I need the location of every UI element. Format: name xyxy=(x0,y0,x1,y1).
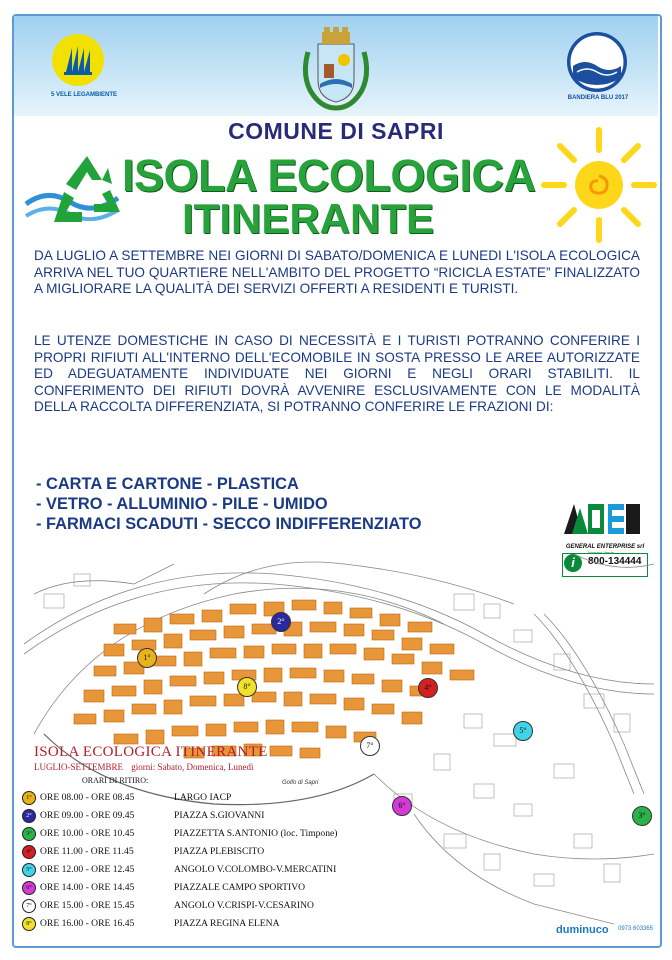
stop-badge: 6° xyxy=(22,881,36,895)
map-marker-7[interactable]: 7° xyxy=(360,736,380,756)
stop-time: ORE 10.00 - ORE 10.45 xyxy=(40,828,135,839)
stop-place: LARGO IACP xyxy=(174,792,232,803)
stop-badge: 8° xyxy=(22,917,36,931)
stop-time: ORE 14.00 - ORE 14.45 xyxy=(40,882,135,893)
bandiera-blu-logo xyxy=(567,32,627,92)
main-title-line2: ITINERANTE xyxy=(182,195,434,242)
stop-place: PIAZZETTA S.ANTONIO (loc. Timpone) xyxy=(174,828,338,839)
stop-time: ORE 09.00 - ORE 09.45 xyxy=(40,810,135,821)
fraction-line: - FARMACI SCADUTI - SECCO INDIFFERENZIATO xyxy=(36,515,422,533)
map-marker-3[interactable]: 3° xyxy=(632,806,652,826)
fractions-list xyxy=(36,474,421,534)
stop-badge: 4° xyxy=(22,845,36,859)
stop-time: ORE 11.00 - ORE 11.45 xyxy=(40,846,134,857)
stop-badge: 7° xyxy=(22,899,36,913)
stop-time: ORE 15.00 - ORE 15.45 xyxy=(40,900,135,911)
town-map xyxy=(14,534,658,938)
stop-place: PIAZZALE CAMPO SPORTIVO xyxy=(174,882,306,893)
stop-place: PIAZZA S.GIOVANNI xyxy=(174,810,265,821)
duminuco-logo: duminuco xyxy=(556,924,609,936)
map-marker-8[interactable]: 8° xyxy=(237,677,257,697)
phone-label: Numero Verde xyxy=(588,550,614,555)
stop-place: PIAZZA REGINA ELENA xyxy=(174,918,280,929)
stop-time: ORE 08.00 - ORE 08.45 xyxy=(40,792,135,803)
stop-place: ANGOLO V.CRISPI-V.CESARINO xyxy=(174,900,314,911)
legend-days: giorni: Sabato, Domenica, Lunedì xyxy=(131,762,254,772)
fraction-line: - VETRO - ALLUMINIO - PILE - UMIDO xyxy=(36,495,328,513)
duminuco-phone: 0973 603365 xyxy=(618,926,654,932)
fraction-line: - CARTA E CARTONE - PLASTICA xyxy=(36,475,299,493)
phone-number[interactable]: 800-134444 xyxy=(588,556,642,567)
stop-badge: 3° xyxy=(22,827,36,841)
stop-place: PIAZZA PLEBISCITO xyxy=(174,846,265,857)
bandiera-blu-caption: BANDIERA BLU 2017 xyxy=(567,95,629,101)
stop-badge: 2° xyxy=(22,809,36,823)
stop-time: ORE 12.00 - ORE 12.45 xyxy=(40,864,135,875)
stop-badge: 5° xyxy=(22,863,36,877)
intro-paragraph: DA LUGLIO A SETTEMBRE NEI GIORNI DI SABATO/DOMENICA E LUNEDI L'ISOLA ECOLOGICA ARRIVA NEL TUO QUARTIERE NELL'AMBITO DEL PROGETTO “RICICLA ESTATE” FINALIZZATO A MIGLIORARE LA QUALITÀ DEI SERVIZI OFFERTI A RESIDENTI E TURISTI. xyxy=(34,248,640,297)
stop-time: ORE 16.00 - ORE 16.45 xyxy=(40,918,135,929)
map-marker-1[interactable]: 1° xyxy=(137,648,157,668)
gulf-label: Golfo di Sapri xyxy=(282,780,319,786)
map-marker-5[interactable]: 5° xyxy=(513,721,533,741)
sun-icon xyxy=(540,126,658,244)
recycle-icon xyxy=(48,150,126,228)
legend-months: LUGLIO-SETTEMBRE xyxy=(34,762,123,772)
orari-label: ORARI DI RITIRO: xyxy=(82,776,149,785)
legend-period xyxy=(34,762,253,772)
map-marker-4[interactable]: 4° xyxy=(418,678,438,698)
sapri-crest-icon xyxy=(300,24,372,112)
legend-title: ISOLA ECOLOGICA ITINERANTE xyxy=(34,744,268,760)
map-marker-6[interactable]: 6° xyxy=(392,796,412,816)
rules-paragraph: LE UTENZE DOMESTICHE IN CASO DI NECESSITÀ E I TURISTI POTRANNO CONFERIRE I PROPRI RIFIUTI ALL'INTERNO DELL'ECOMOBILE IN SOSTA PRESSO LE AREE AUTORIZZATE ED ADEGUATAMENTE INDIVIDUATE NEI GIORNI E NEGLI ORARI STABILITI. IL CONFERIMENTO DEI RIFIUTI DOVRÀ AVVENIRE ESCLUSIVAMENTE CON LE MODALITÀ DELLA RACCOLTA DIFFERENZIATA, SI POTRANNO CONFERIRE LE FRAZIONI DI: xyxy=(34,333,640,415)
comune-title: COMUNE DI SAPRI xyxy=(228,118,444,144)
map-marker-2[interactable]: 2° xyxy=(271,612,291,632)
vele-legambiente-logo xyxy=(52,34,104,86)
info-icon: i xyxy=(564,554,582,572)
stop-badge: 1° xyxy=(22,791,36,805)
stop-place: ANGOLO V.COLOMBO-V.MERCATINI xyxy=(174,864,337,875)
company-name: GENERAL ENTERPRISE srl xyxy=(565,544,645,550)
main-title-line1: ISOLA ECOLOGICA xyxy=(122,150,536,201)
vele-logo-caption: 5 VELE LEGAMBIENTE xyxy=(50,92,117,98)
